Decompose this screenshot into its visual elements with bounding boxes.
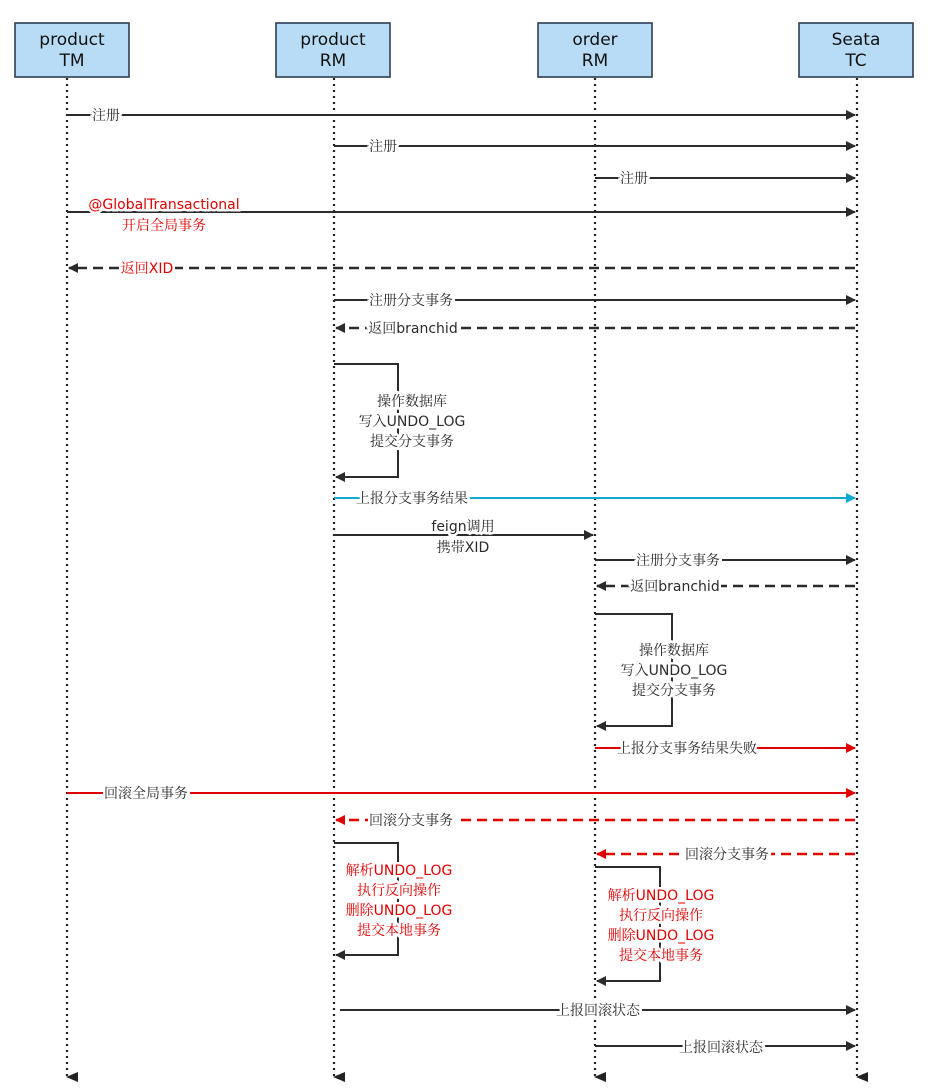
label-prm-return-branchid: 返回branchid	[368, 321, 458, 337]
label-orm-reverse-op: 执行反向操作	[619, 908, 703, 924]
label-orm-op-db: 操作数据库	[639, 643, 709, 659]
label-orm-register-branch: 注册分支事务	[636, 553, 720, 569]
label-prm-report-result: 上报分支事务结果	[356, 491, 468, 507]
participant-order-rm	[538, 23, 652, 77]
label-orm-write-undo: 写入UNDO_LOG	[620, 663, 728, 679]
participant-sublabel: TM	[59, 51, 85, 71]
participant-product-tm	[15, 23, 129, 77]
label-orm-report-fail: 上报分支事务结果失败	[617, 741, 757, 757]
label-return-xid: 返回XID	[120, 261, 174, 277]
label-orm-parse-undo: 解析UNDO_LOG	[607, 888, 715, 904]
label-prm-report-rollback: 上报回滚状态	[556, 1003, 640, 1019]
participant-label: order	[572, 30, 618, 50]
label-orm-rollback-branch: 回滚分支事务	[685, 847, 769, 863]
label-orm-report-rollback: 上报回滚状态	[679, 1040, 763, 1056]
label-prm-delete-undo: 删除UNDO_LOG	[345, 903, 453, 919]
label-prm-write-undo: 写入UNDO_LOG	[358, 414, 466, 430]
participant-product-rm	[276, 23, 390, 77]
label-open-global-transaction: 开启全局事务	[122, 218, 206, 234]
label-prm-reverse-op: 执行反向操作	[357, 883, 441, 899]
label-rollback-global: 回滚全局事务	[104, 786, 188, 802]
label-carry-xid: 携带XID	[436, 540, 490, 556]
label-prm-commit-branch: 提交分支事务	[370, 434, 454, 450]
label-prm-commit-local: 提交本地事务	[357, 923, 441, 939]
label-orm-return-branchid: 返回branchid	[630, 579, 720, 595]
label-orm-commit-branch: 提交分支事务	[632, 683, 716, 699]
label-orm-register: 注册	[620, 171, 648, 187]
label-orm-delete-undo: 删除UNDO_LOG	[607, 928, 715, 944]
label-prm-rollback-branch: 回滚分支事务	[369, 813, 453, 829]
label-orm-commit-local: 提交本地事务	[619, 948, 703, 964]
label-prm-register: 注册	[369, 139, 397, 155]
label-feign-call: feign调用	[431, 519, 495, 535]
label-prm-op-db: 操作数据库	[377, 394, 447, 410]
participant-label: product	[300, 30, 366, 50]
label-global-transactional: @GlobalTransactional	[88, 197, 240, 213]
participant-sublabel: RM	[581, 51, 609, 71]
label-prm-register-branch: 注册分支事务	[369, 293, 453, 309]
label-tm-register: 注册	[92, 108, 120, 124]
participant-seata-tc	[799, 23, 913, 77]
participant-sublabel: TC	[845, 51, 867, 71]
participant-sublabel: RM	[319, 51, 347, 71]
participant-label: product	[39, 30, 105, 50]
label-prm-parse-undo: 解析UNDO_LOG	[345, 863, 453, 879]
participant-label: Seata	[831, 30, 881, 50]
